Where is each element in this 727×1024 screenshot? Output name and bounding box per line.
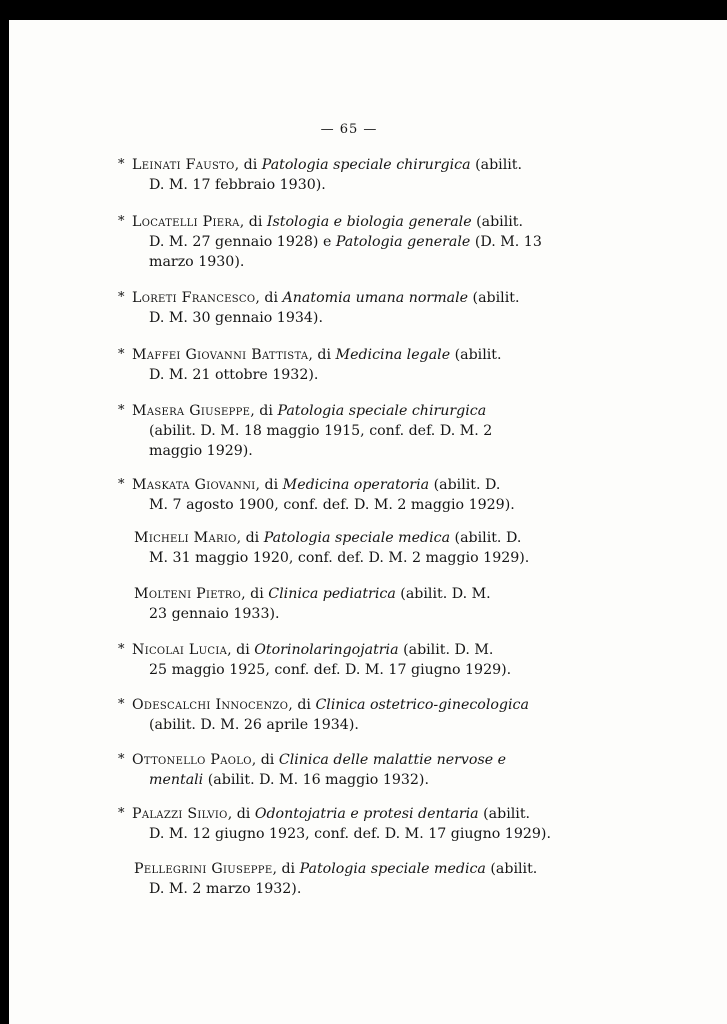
subject: Medicina operatoria: [282, 477, 430, 493]
person-name: Loreti Francesco: [132, 290, 256, 306]
asterisk-mark: *: [118, 157, 125, 172]
asterisk-mark: *: [118, 214, 125, 229]
person-name: Micheli Mario: [134, 530, 237, 546]
subject: Clinica ostetrico-ginecologica: [315, 697, 529, 713]
person-name: Molteni Pietro: [134, 586, 242, 602]
subject: Clinica pediatrica: [268, 586, 396, 602]
person-name: Leinati Fausto: [132, 157, 235, 173]
person-name: Masera Giuseppe: [132, 403, 251, 419]
subject: Anatomia umana normale: [282, 290, 469, 306]
asterisk-mark: *: [118, 403, 125, 418]
subject: Medicina legale: [335, 347, 451, 363]
person-name: Maffei Giovanni Battista: [132, 347, 309, 363]
subject: Patologia speciale chirurgica: [277, 403, 487, 419]
asterisk-mark: *: [118, 697, 125, 712]
person-name: Nicolai Lucia: [132, 642, 228, 658]
page-number: — 65 —: [320, 122, 378, 137]
person-name: Palazzi Silvio: [132, 806, 228, 822]
subject: Clinica delle malattie nervose e: [278, 752, 507, 768]
subject: Patologia speciale medica: [299, 861, 486, 877]
asterisk-mark: *: [118, 290, 125, 305]
asterisk-mark: *: [118, 752, 125, 767]
person-name: Maskata Giovanni: [132, 477, 256, 493]
subject: Istologia e biologia generale: [266, 214, 472, 230]
person-name: Pellegrini Giuseppe: [134, 861, 273, 877]
person-name: Locatelli Piera: [132, 214, 240, 230]
person-name: Ottonello Paolo: [132, 752, 252, 768]
subject: Odontojatria e protesi dentaria: [254, 806, 479, 822]
person-name: Odescalchi Innocenzo: [132, 697, 289, 713]
asterisk-mark: *: [118, 642, 125, 657]
asterisk-mark: *: [118, 806, 125, 821]
subject: mentali: [149, 772, 204, 788]
subject: Patologia speciale chirurgica: [261, 157, 471, 173]
subject: Otorinolaringojatria: [254, 642, 399, 658]
asterisk-mark: *: [118, 477, 125, 492]
subject: Patologia speciale medica: [263, 530, 451, 546]
asterisk-mark: *: [118, 347, 125, 362]
subject: Patologia generale: [335, 234, 471, 250]
document-page: — 65 — * Leinati Fausto, di Patologia speciale chirurgica (abilit. D. M. 17 febbraio 1930). * Locatelli Piera, di Istologia e biologia generale (abilit. D. M. 27 gennaio 1928) e Patologia generale (D. M. 13 marzo 1930). * Loreti Francesco, di Anatomia umana normale (abilit. D. M. 30 gennaio 1934). * Maffei Giovanni Battista, di Medicina legale (abilit. D. M. 21 ottobre 1932). * Masera Giuseppe, di Patologia speciale chirurgica (abilit. D. M. 18 maggio 1915, conf. def. D. M. 2 maggio 1929). * Maskata Giovanni, di Medicina operatoria (abilit. D. M. 7 agosto 1900, conf. def. D. M. 2 maggio 1929). Micheli Mario, di Patologia speciale medica (abilit. D. M. 31 maggio 1920, conf. def. D. M. 2 maggio 1929). Molteni Pietro, di Clinica pediatrica (abilit. D. M. 23 gennaio 1933). * Nicolai Lucia, di Otorinolaringojatria (abilit. D. M. 25 maggio 1925, conf. def. D. M. 17 giugno 1929). * Odescalchi Innocenzo, di Clinica ostetrico-ginecologica (abilit. D. M. 26 aprile 1934). * Ottonello Paolo, di Clinica delle malattie nervose e mentali (abilit. D. M. 16 maggio 1932). * Palazzi Silvio, di Odontojatria e protesi dentaria (abilit. D. M. 12 giugno 1923, conf. def. D. M. 17 giugno 1929). Pellegrini Giuseppe, di Patologia speciale medica (abilit. D. M. 2 marzo 1932).: [9, 20, 727, 1024]
